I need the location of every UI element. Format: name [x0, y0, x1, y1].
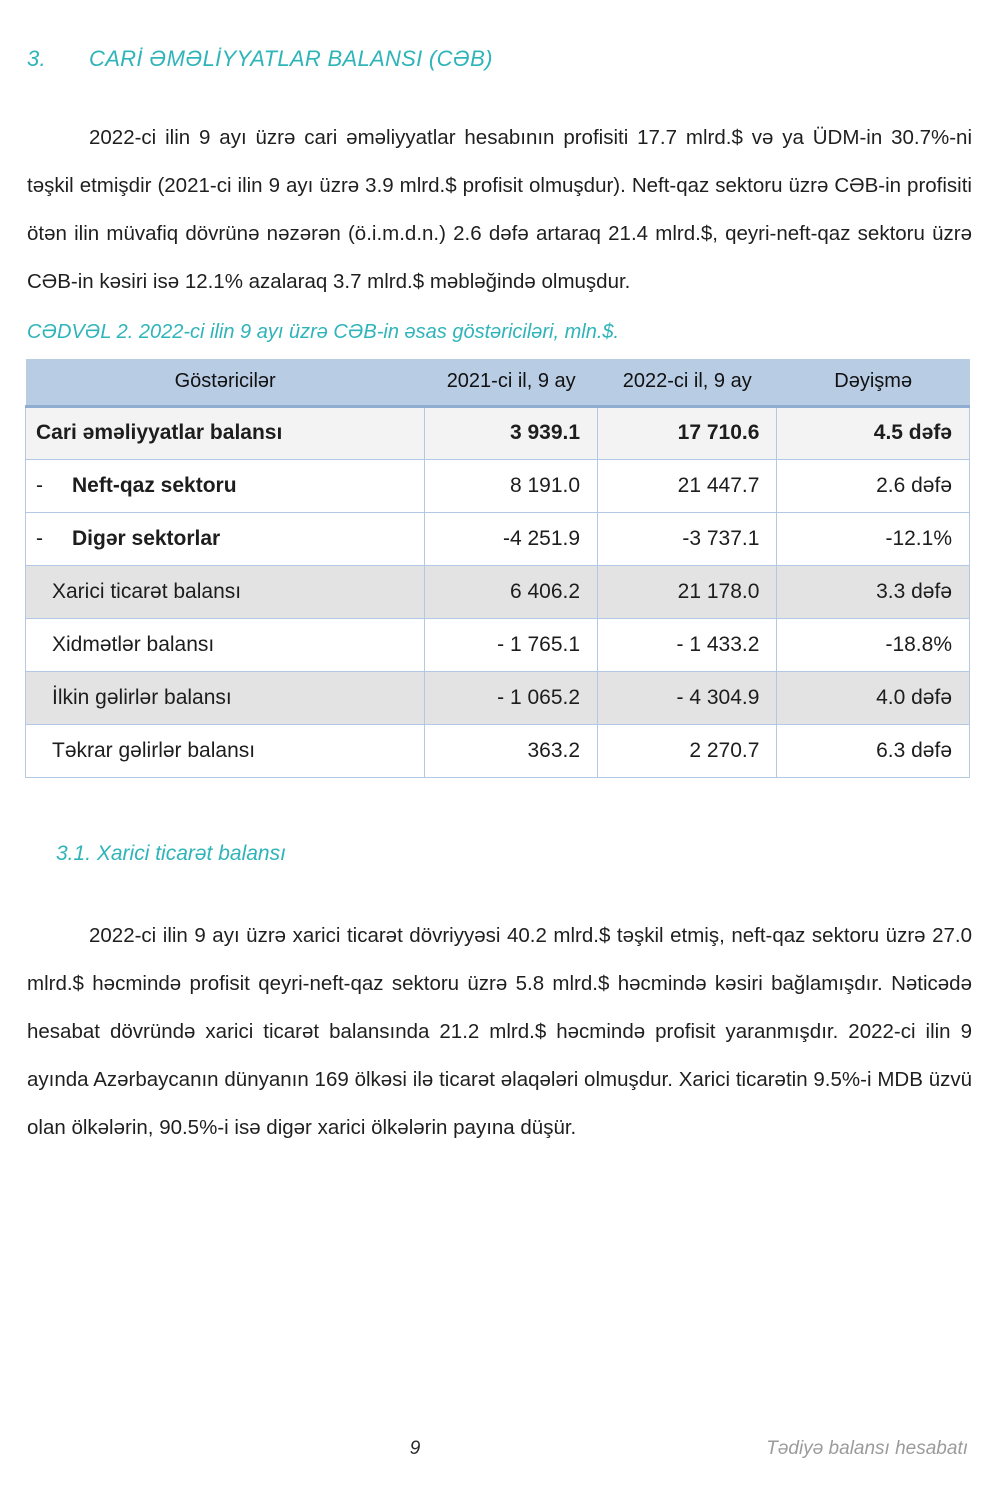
- table-row-services: [26, 618, 970, 671]
- row-label-cell: [26, 459, 425, 512]
- value-2022: 2 270.7: [598, 724, 777, 777]
- table-row-current-account: [26, 406, 970, 459]
- value-2021: 3 939.1: [425, 406, 598, 459]
- value-2021: - 1 065.2: [425, 671, 598, 724]
- value-2022: 21 447.7: [598, 459, 777, 512]
- value-change: 3.3 dəfə: [777, 565, 970, 618]
- row-label: Xarici ticarət balansı: [52, 579, 242, 603]
- value-2021: 6 406.2: [425, 565, 598, 618]
- table-row-primary-income: [26, 671, 970, 724]
- value-change: 2.6 dəfə: [777, 459, 970, 512]
- section-number: 3.: [27, 46, 46, 71]
- row-label-cell: [26, 724, 425, 777]
- section-title: CARİ ƏMƏLİYYATLAR BALANSI (CƏB): [89, 46, 493, 71]
- row-label: Neft-qaz sektoru: [72, 473, 237, 497]
- value-2022: 17 710.6: [598, 406, 777, 459]
- row-label-cell: [26, 671, 425, 724]
- col-header-2021: 2021-ci il, 9 ay: [425, 359, 598, 406]
- row-label: Xidmətlər balansı: [52, 632, 215, 656]
- value-2022: 21 178.0: [598, 565, 777, 618]
- indicators-table: [25, 359, 970, 778]
- page-footer: [0, 1438, 1000, 1468]
- col-header-indicators: Göstəricilər: [26, 359, 425, 406]
- row-label-cell: [26, 512, 425, 565]
- value-2022: - 1 433.2: [598, 618, 777, 671]
- row-label: Təkrar gəlirlər balansı: [52, 738, 256, 762]
- section-heading: [27, 46, 973, 72]
- footer-page-number: 9: [409, 1438, 421, 1459]
- table-row-other-sectors: [26, 512, 970, 565]
- value-2021: -4 251.9: [425, 512, 598, 565]
- value-change: 4.0 dəfə: [777, 671, 970, 724]
- value-2022: - 4 304.9: [598, 671, 777, 724]
- subsection-heading: 3.1. Xarici ticarət balansı: [56, 841, 286, 865]
- table-header-row: [26, 359, 970, 406]
- value-change: -12.1%: [777, 512, 970, 565]
- list-dash: -: [36, 526, 43, 550]
- footer-report-title: Tədiyə balansı hesabatı: [766, 1438, 968, 1459]
- value-2021: - 1 765.1: [425, 618, 598, 671]
- value-2022: -3 737.1: [598, 512, 777, 565]
- value-2021: 8 191.0: [425, 459, 598, 512]
- table-row-secondary-income: [26, 724, 970, 777]
- table-row-foreign-trade: [26, 565, 970, 618]
- row-label-cell: [26, 406, 425, 459]
- row-label-cell: [26, 618, 425, 671]
- table-caption: CƏDVƏL 2. 2022-ci ilin 9 ayı üzrə CƏB-in əsas göstəriciləri, mln.$.: [27, 321, 620, 343]
- row-label: Digər sektorlar: [72, 526, 221, 550]
- col-header-change: Dəyişmə: [777, 359, 970, 406]
- row-label: İlkin gəlirlər balansı: [52, 685, 232, 709]
- row-label: Cari əməliyyatlar balansı: [36, 421, 283, 444]
- body-paragraph-1: 2022-ci ilin 9 ayı üzrə cari əməliyyatlar hesabının profisiti 17.7 mlrd.$ və ya ÜDM-in 30.7%-ni təşkil etmişdir (2021-ci ilin 9 ayı üzrə 3.9 mlrd.$ profisit olmuşdur). Neft-qaz sektoru üzrə CƏB-in profisiti ötən ilin müvafiq dövrünə nəzərən (ö.i.m.d.n.) 2.6 dəfə artaraq 21.4 mlrd.$, qeyri-neft-qaz sektoru üzrə CƏB-in kəsiri isə 12.1% azalaraq 3.7 mlrd.$ məbləğində olmuşdur.: [27, 126, 972, 293]
- value-change: 6.3 dəfə: [777, 724, 970, 777]
- value-change: 4.5 dəfə: [777, 406, 970, 459]
- col-header-2022: 2022-ci il, 9 ay: [598, 359, 777, 406]
- body-paragraph-2: 2022-ci ilin 9 ayı üzrə xarici ticarət dövriyyəsi 40.2 mlrd.$ təşkil etmiş, neft-qaz sektoru üzrə 27.0 mlrd.$ həcmində profisit qeyri-neft-qaz sektoru üzrə 5.8 mlrd.$ həcmində kəsiri bağlamışdır. Nəticədə hesabat dövründə xarici ticarət balansında 21.2 mlrd.$ həcmində profisit yaranmışdır. 2022-ci ilin 9 ayında Azərbaycanın dünyanın 169 ölkəsi ilə ticarət əlaqələri olmuşdur. Xarici ticarətin 9.5%-i MDB üzvü olan ölkələrin, 90.5%-i isə digər xarici ölkələrin payına düşür.: [27, 923, 972, 1139]
- value-change: -18.8%: [777, 618, 970, 671]
- row-label-cell: [26, 565, 425, 618]
- list-dash: -: [36, 473, 43, 497]
- table-row-oil-gas-sector: [26, 459, 970, 512]
- value-2021: 363.2: [425, 724, 598, 777]
